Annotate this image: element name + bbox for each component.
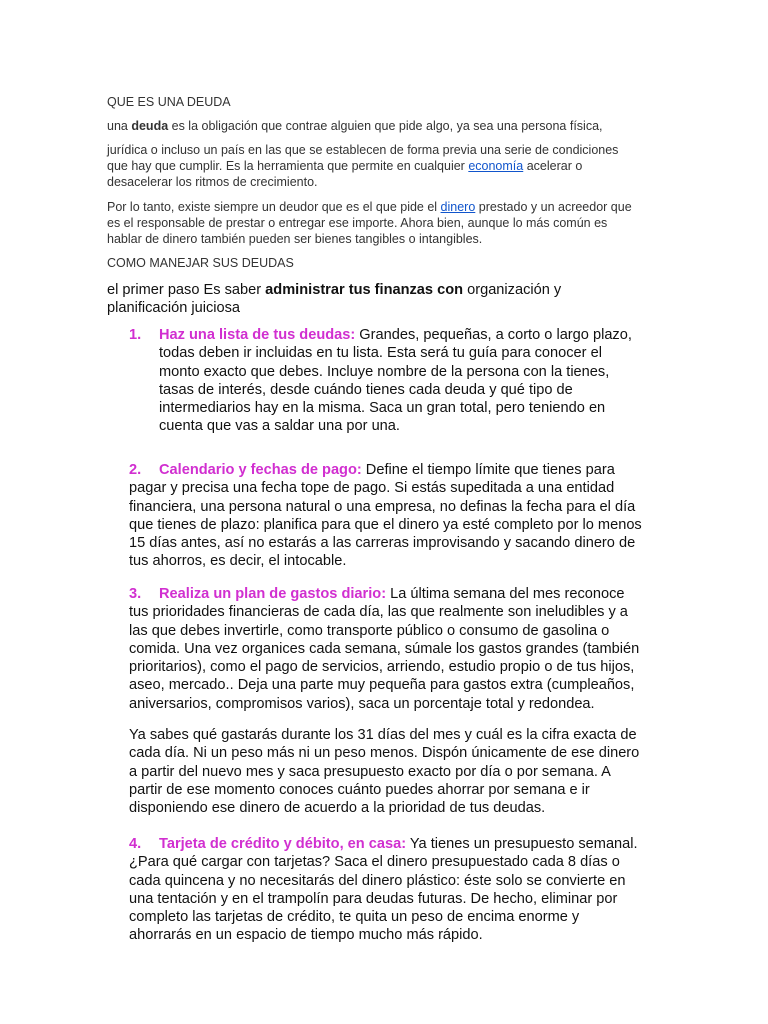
item-number: 2. bbox=[129, 462, 142, 478]
def-bold: deuda bbox=[131, 119, 169, 133]
item-number: 4. bbox=[129, 836, 142, 852]
item-title: Calendario y fechas de pago: bbox=[159, 462, 362, 478]
portanto-line1: Por lo tanto, existe siempre un deudor que es el que pide el dinero prestado y un acreedor que bbox=[107, 200, 632, 214]
economia-link[interactable]: economía bbox=[468, 159, 524, 173]
juridica-line3: desacelerar los ritmos de crecimiento. bbox=[107, 175, 318, 189]
def-post: es la obligación que contrae alguien que pide algo, ya sea una persona física, bbox=[168, 119, 603, 133]
definition-paragraph bbox=[107, 118, 667, 134]
item-title: Realiza un plan de gastos diario: bbox=[159, 586, 387, 602]
intro-paragraph: el primer paso Es saber administrar tus finanzas con organización y planificación juiciosa bbox=[107, 282, 562, 317]
list-item-3: 3. Realiza un plan de gastos diario: La última semana del mes reconoce tus prioridades financieras de cada día, las que realmente son ineludibles y a las que debes invertirle, como transporte público o consumo de gasolina o comida. Una vez organices cada semana, súmale los gastos grandes (también prioritarios), como el pago de servicios, arriendo, estudio propio o de tus hijos, aseo, mercado.. Deja una parte muy pequeña para gastos extra (cumpleaños, aniversarios, compromisos varios), saca un porcentaje total y redondea. bbox=[129, 586, 640, 712]
item-number: 3. bbox=[129, 586, 142, 602]
ya-sabes-paragraph: Ya sabes qué gastarás durante los 31 días del mes y cuál es la cifra exacta de cada día. Ni un peso más ni un peso menos. Dispón únicamente de ese dinero a partir del nuevo mes y saca presupuesto exacto por día o por semana. A partir de ese momento conoces cuánto puedes ahorrar por semana e ir disponiendo ese dinero de acuerdo a la prioridad de tus deudas. bbox=[129, 727, 640, 817]
juridica-line2: que hay que cumplir. Es la herramienta que permite en cualquier economía acelerar o bbox=[107, 159, 583, 173]
juridica-line1: jurídica o incluso un país en las que se establecen de forma previa una serie de condiciones bbox=[107, 143, 619, 157]
portanto-paragraph bbox=[107, 199, 667, 247]
juridica-paragraph bbox=[107, 142, 667, 190]
list-item-1: 1. Haz una lista de tus deudas: Grandes, pequeñas, a corto o largo plazo, todas deben ir incluidas en tu lista. Esta será tu guía para conocer el monto exacto que debes. Incluye nombre de la persona con la tienes, tasas de interés, desde cuándo tienes cada deuda y qué tipo de intermediarios hay en la misma. Saca un gran total, pero teniendo en cuenta que vas a saldar una por una. bbox=[129, 327, 632, 435]
item-number: 1. bbox=[129, 327, 142, 343]
item-title: Haz una lista de tus deudas: bbox=[159, 327, 356, 343]
def-pre: una bbox=[107, 119, 132, 133]
portanto-line3: hablar de dinero también pueden ser bienes tangibles o intangibles. bbox=[107, 232, 483, 246]
heading-que-es-una-deuda: QUE ES UNA DEUDA bbox=[107, 95, 231, 109]
dinero-link[interactable]: dinero bbox=[440, 200, 476, 214]
item-title: Tarjeta de crédito y débito, en casa: bbox=[159, 836, 407, 852]
heading-como-manejar: COMO MANEJAR SUS DEUDAS bbox=[107, 256, 294, 270]
list-item-4: 4. Tarjeta de crédito y débito, en casa: Ya tienes un presupuesto semanal. ¿Para qué cargar con tarjetas? Saca el dinero presupuestado cada 8 días o cada quincena y no necesitarás del dinero plástico: éste solo se convierte en una tentación y en el trampolín para deudas futuras. De hecho, eliminar por completo las tarjetas de crédito, te quita un peso de encima enorme y ahorrarás en un espacio de tiempo mucho más rápido. bbox=[129, 836, 638, 944]
list-item-2: 2. Calendario y fechas de pago: Define el tiempo límite que tienes para pagar y precisa una fecha tope de pago. Si estás supeditada a una entidad financiera, una persona natural o una empresa, no definas la fecha para el día que tienes de plazo: planifica para que el dinero ya esté completo por lo menos 15 días antes, así no estarás a las carreras improvisando y sacando dinero de tus ahorros, es decir, el intocable. bbox=[129, 462, 642, 570]
portanto-line2: es el responsable de prestar o entregar ese importe. Ahora bien, aunque lo más común es bbox=[107, 216, 608, 230]
intro-bold: administrar tus finanzas con bbox=[265, 282, 464, 298]
